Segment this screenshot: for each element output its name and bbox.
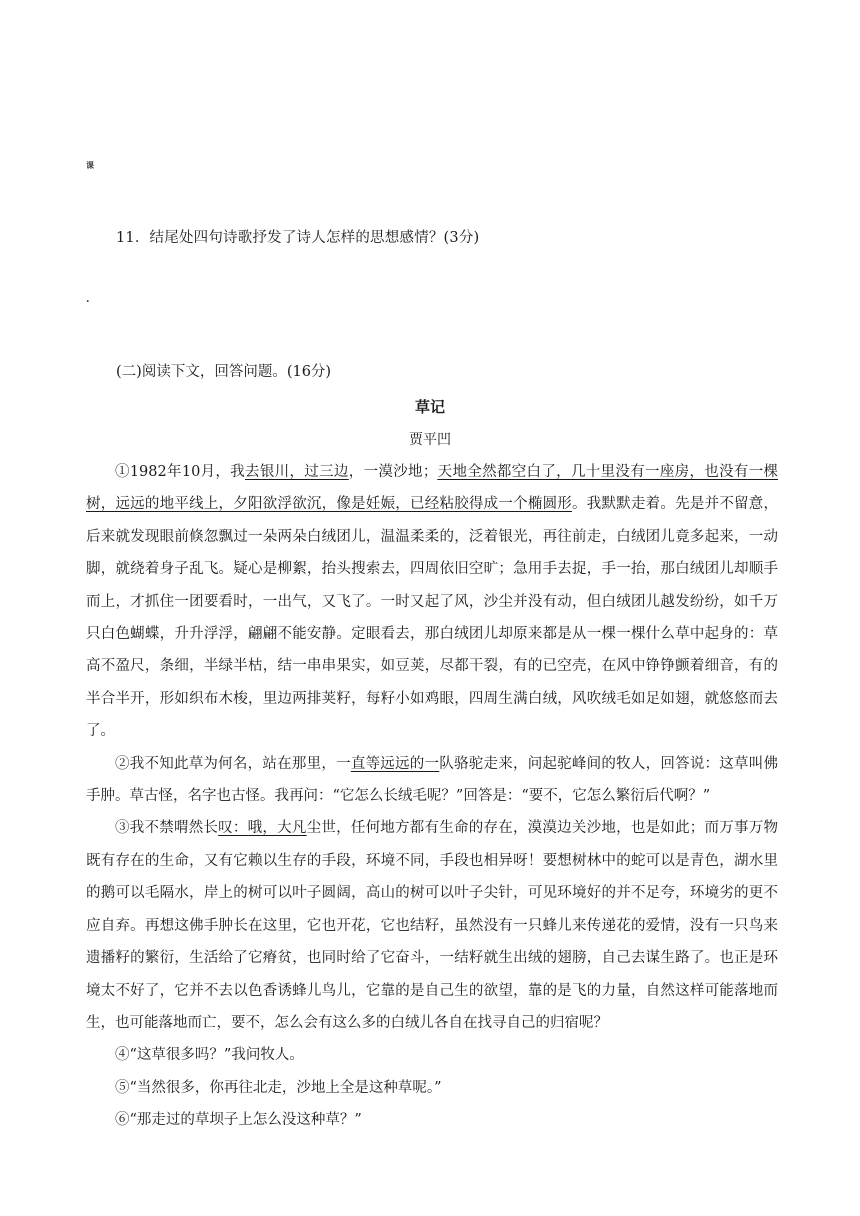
p2-text-2: 队骆驼走来，问起驼峰间的牧人，回答说：这草叫佛手肿。草古怪，名字也古怪。我再问：“它怎么长绒毛呢？”回答是：“要不，它怎么繁衍后代啊？” (86, 755, 779, 805)
article-title: 草记 (414, 398, 445, 416)
question-11: 11．结尾处四句诗歌抒发了诗人怎样的思想感情？(3分) (116, 230, 480, 246)
p3-underline-1: 叹：哦，大凡 (218, 820, 307, 837)
paragraph-5: ⑤“当然很多，你再往北走，沙地上全是这种草呢。” (115, 1079, 442, 1096)
p1-underline-2: 天地全然都空白了，几十里没有一座房，也没有一棵树，远远的地平线上，夕阳欲浮欲沉，像是妊娠，已经粘胶得成一个椭圆形 (86, 464, 779, 513)
p1-text-1: ①1982年10月，我 (115, 464, 246, 480)
p1-text-2: ，一漠沙地； (348, 464, 438, 480)
paragraph-1 (86, 456, 778, 748)
p3-text-1: ③我不禁喟然长 (115, 820, 219, 837)
paragraph-2 (86, 748, 778, 813)
article-author: 贾平凹 (409, 432, 451, 448)
article-body (86, 456, 778, 1137)
page-mark-top: 课 (86, 160, 94, 170)
section-2-heading: (二)阅读下文，回答问题。(16分) (116, 364, 332, 380)
p3-text-2: 尘世，任何地方都有生命的存在，漠漠边关沙地，也是如此；而万事万物既有存在的生命，又有它赖以生存的手段，环境不同，手段也相异呀！要想树林中的蛇可以是青色，湖水里的鹅可以毛隔水，岸上的树可以叶子圆阔，高山的树可以叶子尖针，可见环境好的并不足夸，环境劣的更不应自弃。再想这佛手肿长在这里，它也开花，它也结籽，虽然没有一只蜂儿来传递花的爱情，没有一只鸟来遗播籽的繁衍，生活给了它瘠贫，也同时给了它奋斗，一结籽就生出绒的翅膀，自己去谋生路了。也正是环境太不好了，它并不去以色香诱蜂儿鸟儿，它靠的是自己生的欲望，靠的是飞的力量，自然这样可能落地而生，也可能落地而亡，要不，怎么会有这么多的白绒儿各自在找寻自己的归宿呢？ (86, 820, 779, 1031)
p1-text-3: 。我默默走着。先是并不留意，后来就发现眼前倏忽飘过一朵两朵白绒团儿，温温柔柔的，泛着银光，再往前走，白绒团儿竟多起来，一动脚，就绕着身子乱飞。疑心是柳絮，抬头搜索去，四周依旧空旷；急用手去捉，手一抬，那白绒团儿却顺手而上，才抓住一团要看时，一出气，又飞了。一时又起了风，沙尘并没有动，但白绒团儿越发纷纷，如千万只白色蝴蝶，升升浮浮，翩翩不能安静。定眼看去，那白绒团儿却原来都是从一棵一棵什么草中起身的：草高不盈尺，条细，半绿半枯，结一串串果实，如豆荚，尽都干裂，有的已空壳，在风中铮铮颤着细音，有的半合半开，形如织布木梭，里边两排荚籽，每籽小如鸡眼，四周生满白绒，风吹绒毛如足如翅，就悠悠而去了。 (86, 496, 778, 740)
p1-underline-1: 去银川，过三边 (245, 464, 349, 480)
p2-text-1: ②我不知此草为何名，站在那里，一 (115, 755, 351, 772)
paragraph-3 (86, 812, 778, 1039)
paragraph-4: ④“这草很多吗？”我问牧人。 (115, 1047, 304, 1064)
p2-underline-1: 直等远远的一 (350, 755, 440, 772)
page-mark-dot: . (86, 294, 90, 305)
paragraph-6: ⑥“那走过的草坝子上怎么没这种草？” (115, 1112, 362, 1129)
